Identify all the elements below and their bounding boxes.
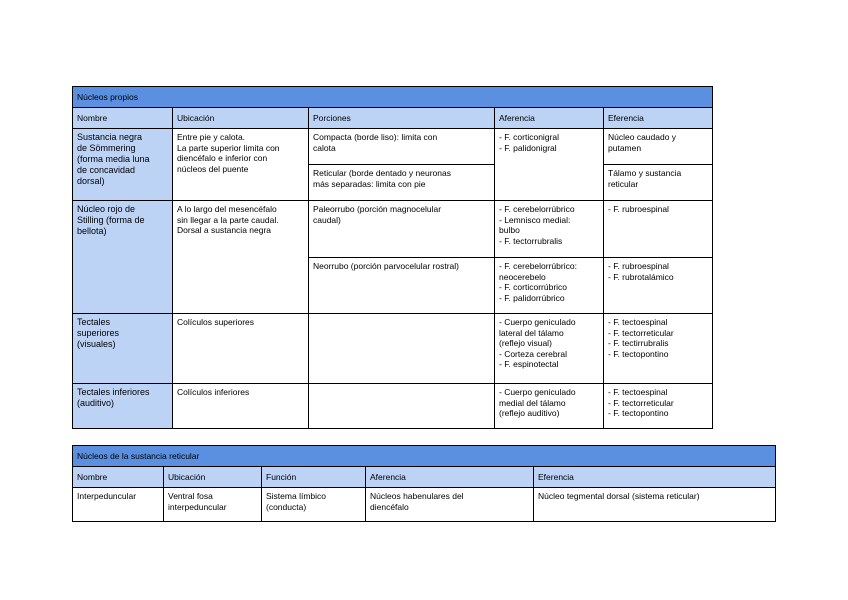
- cell-efferent-interpeduncular: Núcleo tegmental dorsal (sistema reticular): [534, 488, 776, 522]
- header-eferencia: Eferencia: [534, 467, 776, 488]
- table-title: Núcleos de la sustancia reticular: [73, 446, 776, 467]
- cell-efferent-tectales-superiores: - F. tectoespinal - F. tectorreticular - F. tectirrubralis - F. tectopontino: [604, 314, 713, 384]
- cell-location-sommering: Entre pie y calota. La parte superior limita con diencéfalo e inferior con núcleos del puente: [173, 129, 309, 201]
- cell-afferent-paleorrubo: - F. cerebelorrúbrico - Lemnisco medial: bulbo - F. tectorrubralis: [495, 201, 604, 258]
- cell-location-nucleo-rojo: A lo largo del mesencéfalo sin llegar a la parte caudal. Dorsal a sustancia negra: [173, 201, 309, 314]
- cell-efferent-reticular: Tálamo y sustancia reticular: [604, 165, 713, 201]
- cell-name-tectales-inferiores: Tectales inferiores (auditivo): [73, 384, 173, 429]
- cell-portion-compacta: Compacta (borde liso): limita con calota: [309, 129, 495, 165]
- sustancia-reticular-table: [72, 445, 776, 522]
- cell-name-sommering: Sustancia negra de Sömmering (forma media luna de concavidad dorsal): [73, 129, 173, 201]
- cell-afferent-interpeduncular: Núcleos habenulares del diencéfalo: [366, 488, 534, 522]
- header-eferencia: Eferencia: [604, 108, 713, 129]
- cell-location-tectales-inferiores: Colículos inferiores: [173, 384, 309, 429]
- cell-name-nucleo-rojo: Núcleo rojo de Stilling (forma de bellota): [73, 201, 173, 314]
- header-aferencia: Aferencia: [495, 108, 604, 129]
- cell-efferent-compacta: Núcleo caudado y putamen: [604, 129, 713, 165]
- cell-portion-tectales-inferiores: [309, 384, 495, 429]
- cell-name-tectales-superiores: Tectales superiores (visuales): [73, 314, 173, 384]
- cell-portion-tectales-superiores: [309, 314, 495, 384]
- header-porciones: Porciones: [309, 108, 495, 129]
- cell-portion-neorrubo: Neorrubo (porción parvocelular rostral): [309, 258, 495, 314]
- cell-portion-paleorrubo: Paleorrubo (porción magnocelular caudal): [309, 201, 495, 258]
- cell-location-interpeduncular: Ventral fosa interpeduncular: [164, 488, 262, 522]
- cell-efferent-tectales-inferiores: - F. tectoespinal - F. tectorreticular - F. tectopontino: [604, 384, 713, 429]
- cell-afferent-sommering: - F. corticonigral - F. palidonigral: [495, 129, 604, 201]
- cell-function-interpeduncular: Sistema límbico (conducta): [262, 488, 366, 522]
- cell-afferent-tectales-superiores: - Cuerpo geniculado lateral del tálamo (reflejo visual) - Corteza cerebral - F. espinotectal: [495, 314, 604, 384]
- cell-afferent-tectales-inferiores: - Cuerpo geniculado medial del tálamo (reflejo auditivo): [495, 384, 604, 429]
- header-funcion: Función: [262, 467, 366, 488]
- table-title: Núcleos propios: [73, 87, 713, 108]
- cell-location-tectales-superiores: Colículos superiores: [173, 314, 309, 384]
- cell-efferent-paleorrubo: - F. rubroespinal: [604, 201, 713, 258]
- cell-efferent-neorrubo: - F. rubroespinal - F. rubrotalámico: [604, 258, 713, 314]
- header-ubicacion: Ubicación: [173, 108, 309, 129]
- cell-name-interpeduncular: Interpeduncular: [73, 488, 164, 522]
- header-nombre: Nombre: [73, 108, 173, 129]
- cell-portion-reticular: Reticular (borde dentado y neuronas más separadas: limita con pie: [309, 165, 495, 201]
- header-nombre: Nombre: [73, 467, 164, 488]
- header-aferencia: Aferencia: [366, 467, 534, 488]
- cell-afferent-neorrubo: - F. cerebelorrúbrico: neocerebelo - F. corticorrúbrico - F. palidorrúbrico: [495, 258, 604, 314]
- header-ubicacion: Ubicación: [164, 467, 262, 488]
- nucleos-propios-table: [72, 86, 713, 429]
